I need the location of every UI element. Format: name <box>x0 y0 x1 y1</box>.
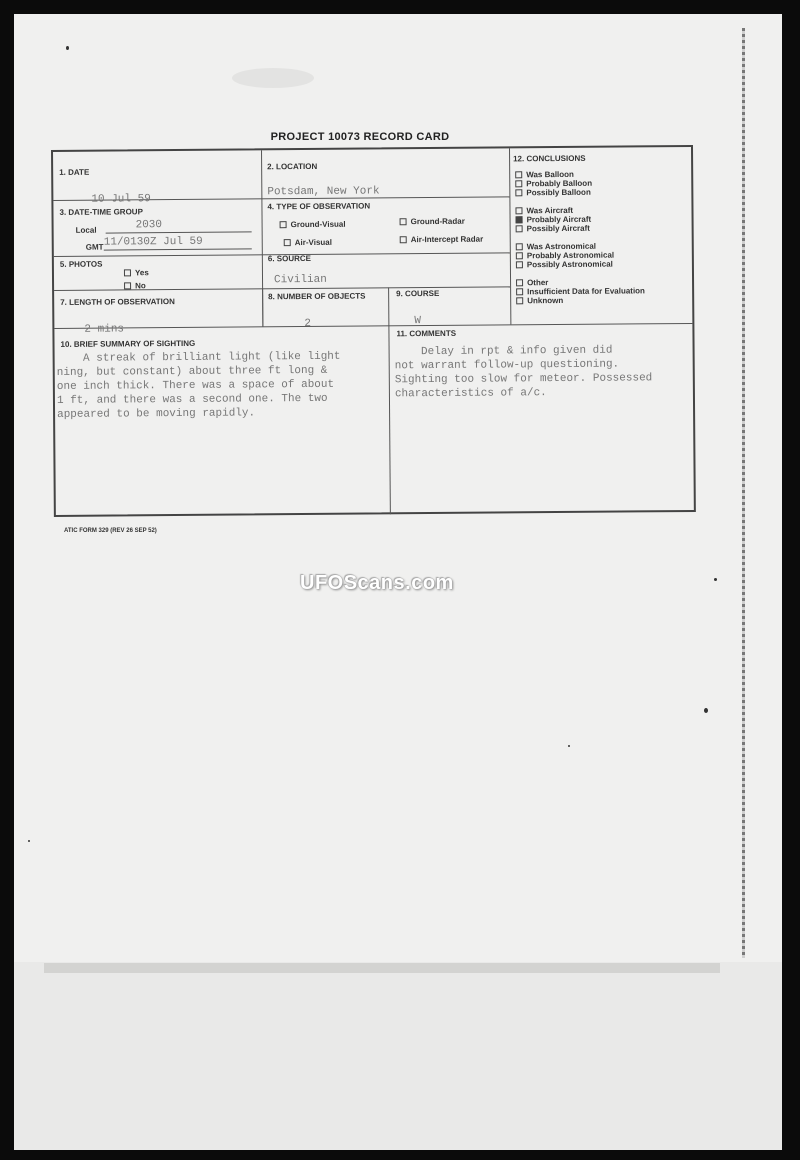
conclusion-text: Unknown <box>527 295 564 306</box>
checkbox-icon <box>515 190 522 197</box>
record-card <box>51 145 696 517</box>
conclusion-text: Probably Balloon <box>526 178 593 189</box>
comments-label: 11. COMMENTS <box>396 328 457 339</box>
local-label: Local <box>75 225 97 235</box>
checkbox-icon <box>515 208 522 215</box>
speck <box>704 708 708 713</box>
checkbox-icon <box>124 270 131 277</box>
checkbox-icon <box>284 240 291 247</box>
conclusion-option[interactable] <box>515 170 574 179</box>
ground-visual-option[interactable] <box>280 220 346 230</box>
summary-label: 10. BRIEF SUMMARY OF SIGHTING <box>60 338 196 349</box>
col-divider <box>262 288 263 326</box>
gmt-value: 11/0130Z Jul 59 <box>103 235 203 249</box>
checkbox-icon <box>516 289 523 296</box>
form-number: ATIC FORM 329 (REV 26 SEP 52) <box>64 528 157 534</box>
summary-text: A streak of brilliant light (like light ning, but constant) about three ft long & one inch thick. There was a space of about 1 ft, and there was a second one. The two appeared to be moving rapidly. <box>56 350 341 421</box>
air-visual-option[interactable] <box>284 238 332 247</box>
checkbox-icon <box>124 283 131 290</box>
card-title: PROJECT 10073 RECORD CARD <box>270 131 450 143</box>
conclusion-text: Probably Astronomical <box>526 250 615 261</box>
comments-text: Delay in rpt & info given did not warrant follow-up questioning. Sighting too slow for meteor. Possessed characteristics of a/c. <box>394 344 653 401</box>
conclusion-option[interactable] <box>515 206 573 215</box>
col-divider <box>388 287 391 514</box>
local-time-value: 2030 <box>135 219 163 232</box>
row-divider <box>54 323 692 329</box>
row-divider <box>54 286 510 291</box>
checkbox-icon <box>516 253 523 260</box>
conclusion-option[interactable] <box>516 224 590 234</box>
conclusions-label: 12. CONCLUSIONS <box>513 153 586 164</box>
conclusion-text: Possibly Aircraft <box>526 223 590 234</box>
speck <box>66 46 69 50</box>
conclusion-option[interactable] <box>516 278 548 287</box>
conclusion-text: Was Astronomical <box>526 241 597 252</box>
page-lower-area <box>14 962 782 1150</box>
date-value: 10 Jul 59 <box>91 193 151 206</box>
course-label: 9. COURSE <box>396 288 440 299</box>
local-underline <box>106 231 252 233</box>
length-value: 2 mins <box>84 323 125 336</box>
photos-yes-option[interactable] <box>124 268 149 277</box>
date-label: 1. DATE <box>59 167 90 177</box>
conclusion-option[interactable] <box>516 296 563 305</box>
num-objects-label: 8. NUMBER OF OBJECTS <box>268 291 366 302</box>
photos-yes-text: Yes <box>134 268 149 278</box>
checkbox-icon <box>400 237 407 244</box>
conclusion-text: Other <box>527 278 549 288</box>
checkbox-icon <box>515 172 522 179</box>
photos-label: 5. PHOTOS <box>59 259 103 269</box>
checkbox-icon <box>516 262 523 269</box>
source-value: Civilian <box>273 273 327 287</box>
speck <box>568 745 570 747</box>
watermark: UFOScans.com <box>300 572 454 594</box>
conclusion-text: Probably Aircraft <box>526 214 592 225</box>
gmt-underline <box>104 248 252 250</box>
page-edge-perforation <box>742 28 745 958</box>
photos-no-text: No <box>135 281 146 291</box>
dtg-label: 3. DATE-TIME GROUP <box>59 207 143 217</box>
checkbox-icon <box>516 298 523 305</box>
fold-line <box>44 963 720 973</box>
checkbox-icon <box>515 181 522 188</box>
checkbox-icon <box>516 244 523 251</box>
ink-smudge <box>232 68 314 88</box>
type-observation-label: 4. TYPE OF OBSERVATION <box>267 201 371 212</box>
checked-checkbox-icon <box>516 217 523 224</box>
num-objects-value: 2 <box>304 317 312 331</box>
speck <box>714 578 717 581</box>
conclusion-text: Was Aircraft <box>526 205 574 216</box>
air-intercept-radar-option[interactable] <box>400 235 484 245</box>
checkbox-icon <box>516 226 523 233</box>
ground-radar-option[interactable] <box>400 217 465 227</box>
course-value: W <box>414 315 422 328</box>
gmt-label: GMT <box>85 242 104 252</box>
conclusion-text: Was Balloon <box>526 169 574 180</box>
conclusion-text: Insufficient Data for Evaluation <box>527 286 645 297</box>
ground-visual-text: Ground-Visual <box>290 219 346 230</box>
conclusion-option[interactable] <box>516 260 613 270</box>
speck <box>28 840 30 842</box>
col-divider <box>509 148 511 324</box>
checkbox-icon <box>516 280 523 287</box>
length-label: 7. LENGTH OF OBSERVATION <box>60 297 175 307</box>
conclusion-option[interactable] <box>515 188 591 198</box>
checkbox-icon <box>280 222 287 229</box>
ground-radar-text: Ground-Radar <box>410 216 465 227</box>
photos-no-option[interactable] <box>124 281 146 290</box>
air-intercept-radar-text: Air-Intercept Radar <box>410 234 484 245</box>
air-visual-text: Air-Visual <box>294 237 332 248</box>
location-value: Potsdam, New York <box>267 185 380 199</box>
checkbox-icon <box>400 219 407 226</box>
conclusion-option[interactable] <box>516 286 645 296</box>
source-label: 6. SOURCE <box>267 253 312 264</box>
conclusion-text: Possibly Balloon <box>526 187 591 198</box>
location-label: 2. LOCATION <box>267 161 318 172</box>
conclusion-text: Possibly Astronomical <box>526 259 613 270</box>
